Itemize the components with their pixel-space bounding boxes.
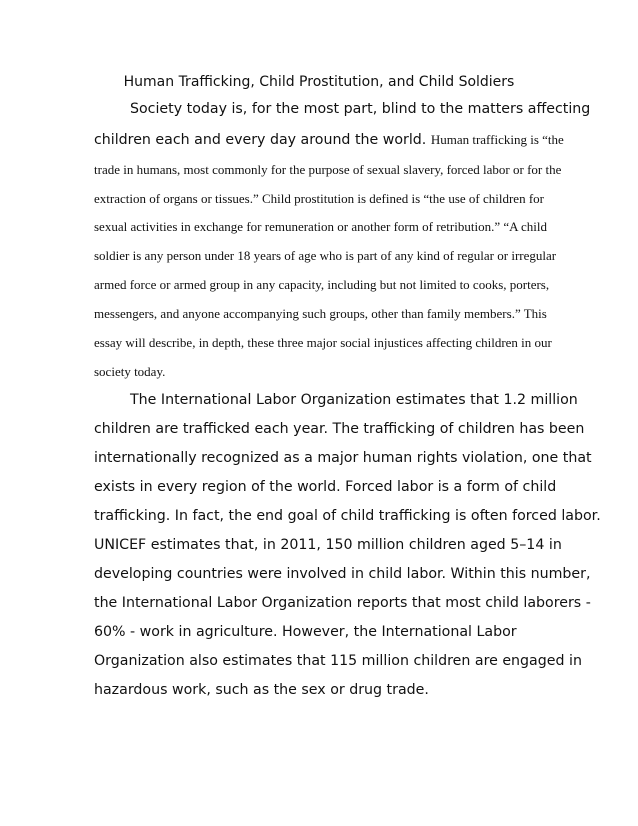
paragraph2-line5: trafficking. In fact, the end goal of child trafficking is often forced labor. [94, 508, 601, 524]
paragraph2-line4: exists in every region of the world. Forced labor is a form of child [94, 479, 557, 495]
paragraph1-line5: sexual activities in exchange for remuneration or another form of retribution.” “A child [94, 219, 548, 234]
paragraph2-line10: Organization also estimates that 115 million children are engaged in [94, 653, 582, 669]
paragraph1-line9: essay will describe, in depth, these three major social injustices affecting children in our [94, 335, 552, 350]
paragraph2-line2: children are trafficked each year. The trafficking of children has been [94, 421, 585, 437]
paragraph1-line7: armed force or armed group in any capacity, including but not limited to cooks, porters, [94, 277, 550, 292]
paragraph1-line2 [94, 131, 564, 149]
paragraph2-line8: the International Labor Organization reports that most child laborers - [94, 595, 591, 611]
paragraph1-line8: messengers, and anyone accompanying such groups, other than family members.” This [94, 306, 547, 321]
paragraph2-line11: hazardous work, such as the sex or drug trade. [94, 682, 429, 698]
paragraph1-line1: Society today is, for the most part, blind to the matters affecting [130, 101, 591, 117]
paragraph1-line2-sans: children each and every day around the world. [94, 132, 431, 148]
paragraph2-line3: internationally recognized as a major human rights violation, one that [94, 450, 592, 466]
paragraph1-line4: extraction of organs or tissues.” Child prostitution is defined is “the use of children for [94, 191, 544, 206]
document-title: Human Trafficking, Child Prostitution, and Child Soldiers [123, 74, 515, 90]
paragraph2-line6: UNICEF estimates that, in 2011, 150 million children aged 5–14 in [94, 537, 562, 553]
paragraph1-line10: society today. [94, 364, 166, 379]
paragraph1-line2-serif: Human trafficking is “the [430, 132, 564, 147]
paragraph1-line3: trade in humans, most commonly for the purpose of sexual slavery, forced labor or for the [94, 162, 562, 177]
paragraph2-line7: developing countries were involved in child labor. Within this number, [94, 566, 591, 582]
paragraph1-line6: soldier is any person under 18 years of age who is part of any kind of regular or irregular [94, 248, 557, 263]
paragraph2-line9: 60% - work in agriculture. However, the International Labor [94, 624, 517, 640]
paragraph2-line1: The International Labor Organization estimates that 1.2 million [130, 392, 578, 408]
